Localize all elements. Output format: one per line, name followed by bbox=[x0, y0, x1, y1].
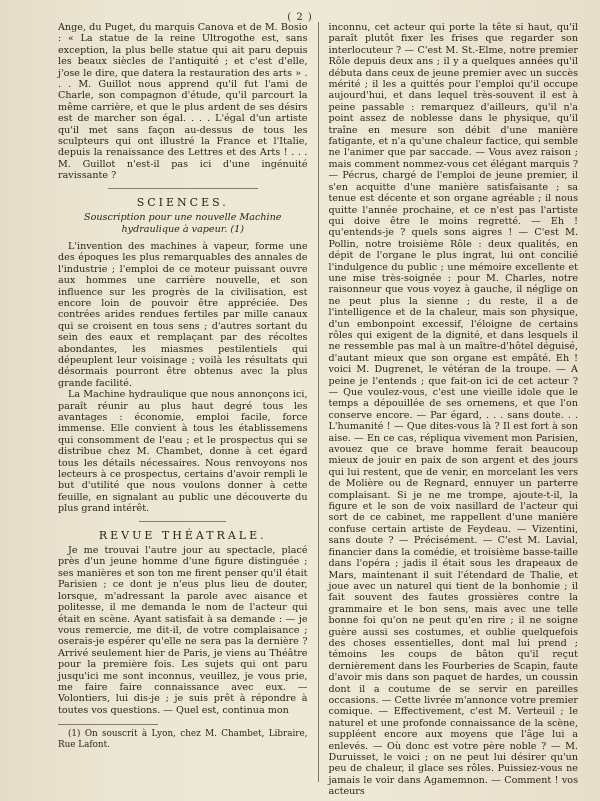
page-number: ( 2 ) bbox=[287, 12, 313, 23]
intro-paragraph: Ange, du Puget, du marquis Canova et de M. Bosio : « La statue de la reine Ultrogothe est, sans exception, la plus belle statue qui ait paru depuis les beaux siècles de l'antiquité ; et c'est d'elle, j'ose le dire, que datera la restauration des arts » . . . M. Guillot nous apprend qu'il fut l'ami de Charle, son compagnon d'étude, qu'il parcourt la même carrière, et que le plus ardent de ses désirs est de marcher son égal. . . . L'égal d'un artiste qu'il met sans façon au-dessus de tous les sculpteurs qui ont illustré la France et l'Italie, depuis la renaissance des Lettres et des Arts ! . . . M. Guillot n'est-il pas ici d'une ingénuité ravissante ? bbox=[58, 22, 308, 182]
footnote-rule bbox=[58, 724, 158, 725]
columns bbox=[58, 22, 578, 798]
sciences-paragraph-2: La Machine hydraulique que nous annonçons ici, paraît réunir au plus haut degré tous les avantages : économie, emploi facile, force immense. Elle convient à tous les établissemens qui consomment de l'eau ; et le prospectus qui se distribue chez M. Chambet, donne à cet égard tous les détails nécessaires. Nous renvoyons nos lecteurs à ce prospectus, certains d'avoir rempli le but d'utilité que nous voulons donner à cette feuille, en signalant au public une découverte du plus grand intérêt. bbox=[58, 389, 308, 515]
footnote: (1) On souscrit à Lyon, chez M. Chambet, Libraire, Rue Lafont. bbox=[58, 729, 308, 750]
revue-paragraph-1: Je me trouvai l'autre jour au spectacle, placé près d'un jeune homme d'une figure distinguée ; ses manières et son ton me firent penser qu'il était Parisien ; ce dont je n'eus plus lieu de douter, lorsque, m'adressant la parole avec aisance et politesse, il me demanda le nom de l'acteur qui était en scène. Ayant satisfait à sa demande : — je vous remercie, me dit-il, de votre complaisance ; oserais-je espérer qu'elle ne sera pas la dernière ? Arrivé seulement hier de Paris, je viens au Théâtre pour la première fois. Les sujets qui ont paru jusqu'ici me sont inconnus, veuillez, je vous prie, me faire faire connaissance avec eux. — Volontiers, lui dis-je ; je suis prêt à répondre à toutes vos questions. — Quel est, continua mon bbox=[58, 545, 308, 716]
section-divider bbox=[108, 188, 258, 189]
revue-heading: REVUE THÉATRALE. bbox=[98, 528, 267, 542]
sciences-paragraph-1: L'invention des machines à vapeur, forme une des époques les plus remarquables des annales de l'industrie ; l'emploi de ce moteur puissant ouvre aux hommes une carrière nouvelle, et son influence sur les progrès de la civilisation, est encore loin de pouvoir être appréciée. Des contrées arides rendues fertiles par mille canaux qui se croisent en tous sens ; d'autres sortant du sein des eaux et remplaçant par des récoltes abondantes, les miasmes pestilentiels qui dépeuplent leur voisinage ; voilà les résultats qui désormais pourront être obtenus avec la plus grande facilité. bbox=[58, 240, 308, 389]
column-rule bbox=[318, 22, 319, 782]
right-column-text: inconnu, cet acteur qui porte la tête si haut, qu'il paraît plutôt fixer les frises que regarder son interlocuteur ? — C'est M. St.-Elme, notre premier Rôle depuis deux ans ; il y a quelques années qu'il débuta dans ceux de jeune premier avec un succès mérité ; il les a quittés pour l'emploi qu'il occupe aujourd'hui, et dans lequel très-souvent il est à peine passable : remarquez d'ailleurs, qu'il n'a point assez de noblesse dans le physique, qu'il traîne en mesure son débit d'une manière fatigante, et n'a qu'une chaleur factice, qui semble ne l'animer que par saccade. — Vous avez raison ; mais comment nommez-vous cet élégant marquis ? — Pécrus, chargé de l'emploi de jeune premier, il s'en acquitte d'une manière satisfaisante ; sa tenue est décente et son organe agréable ; il nous quitte l'année prochaine, et ce n'est pas l'artiste qui doive être le moins regretté. — Eh ! qu'entends-je ? quels sons aigres ! — C'est M. Pollin, notre troisième Rôle : deux qualités, en dépit de l'organe le plus ingrat, lui ont concilié l'indulgence du public ; une mémoire excellente et une mise très-soignée : pour M. Charles, notre raisonneur que vous voyez à gauche, il néglige on ne peut plus la sienne ; du reste, il a de l'intelligence et de la chaleur, mais son physique, d'un embonpoint excessif, l'éloigne de certains rôles qui exigent de la dignité, et dans lesquels il ne ressemble pas mal à un maître-d'hôtel déguisé, d'autant mieux que son organe est empâté. Eh ! voici M. Dugrenet, le vétéran de la troupe. — A peine je l'entends ; que fait-on ici de cet acteur ? — Que voulez-vous, c'est une vieille idole que le temps a dépouillée de ses ornemens, et que l'on conserve encore. — Par égard, . . . sans doute. . . L'humanité ! — Que dites-vous là ? Il est fort à son aise. — En ce cas, répliqua vivement mon Parisien, avouez que ce brave homme ferait beaucoup mieux de jouir en paix de son argent et des jours qui lui restent, que de venir, en morcelant les vers de Molière ou de Regnard, ennuyer un parterre complaisant. Si je ne me trompe, ajoute-t-il, la figure et le son de voix nasillard de l'acteur qui sort de ce cabinet, me rappellent d'une manière confuse certain artiste de Feydeau. — Vizentini, sans doute ? — Précisément. — C'est M. Lavial, financier dans la comédie, et troisième basse-taille dans l'opéra ; jadis il était sous les drapeaux de Mars, maintenant il suit l'étendard de Thalie, et joue avec un naturel qui tient de la bonhomie ; il fait souvent des fautes grossières contre la grammaire et le bon sens, mais avec une telle bonne foi qu'on ne peut qu'en rire ; il ne soigne guère aussi ses costumes, et oublie quelquefois des choses essentielles, dont mal lui prend ; témoins les coups de bâton qu'il reçut dernièrement dans les Fourberies de Scapin, faute d'avoir mis dans son paquet de hardes, un coussin dont il a coutume de se servir en pareilles occasions. — Cette livrée m'annonce votre premier comique. — Effectivement, c'est M. Verteuil ; le naturel et une profonde connaissance de la scène, suppléent encore aux moyens que l'âge lui a enlevés. — Où donc est votre père noble ? — M. Duruisset, le voici ; on ne peut lui désirer qu'un peu de chaleur, il glace ses rôles. Puissiez-vous ne jamais le voir dans Agamemnon. — Comment ! vos acteurs bbox=[328, 22, 578, 798]
sciences-subtitle: Souscription pour une nouvelle Machine hydraulique à vapeur. (1) bbox=[84, 212, 282, 235]
sciences-heading: SCIENCES. bbox=[136, 195, 229, 209]
right-column bbox=[328, 22, 579, 798]
section-divider bbox=[139, 521, 226, 522]
left-column bbox=[58, 22, 308, 782]
